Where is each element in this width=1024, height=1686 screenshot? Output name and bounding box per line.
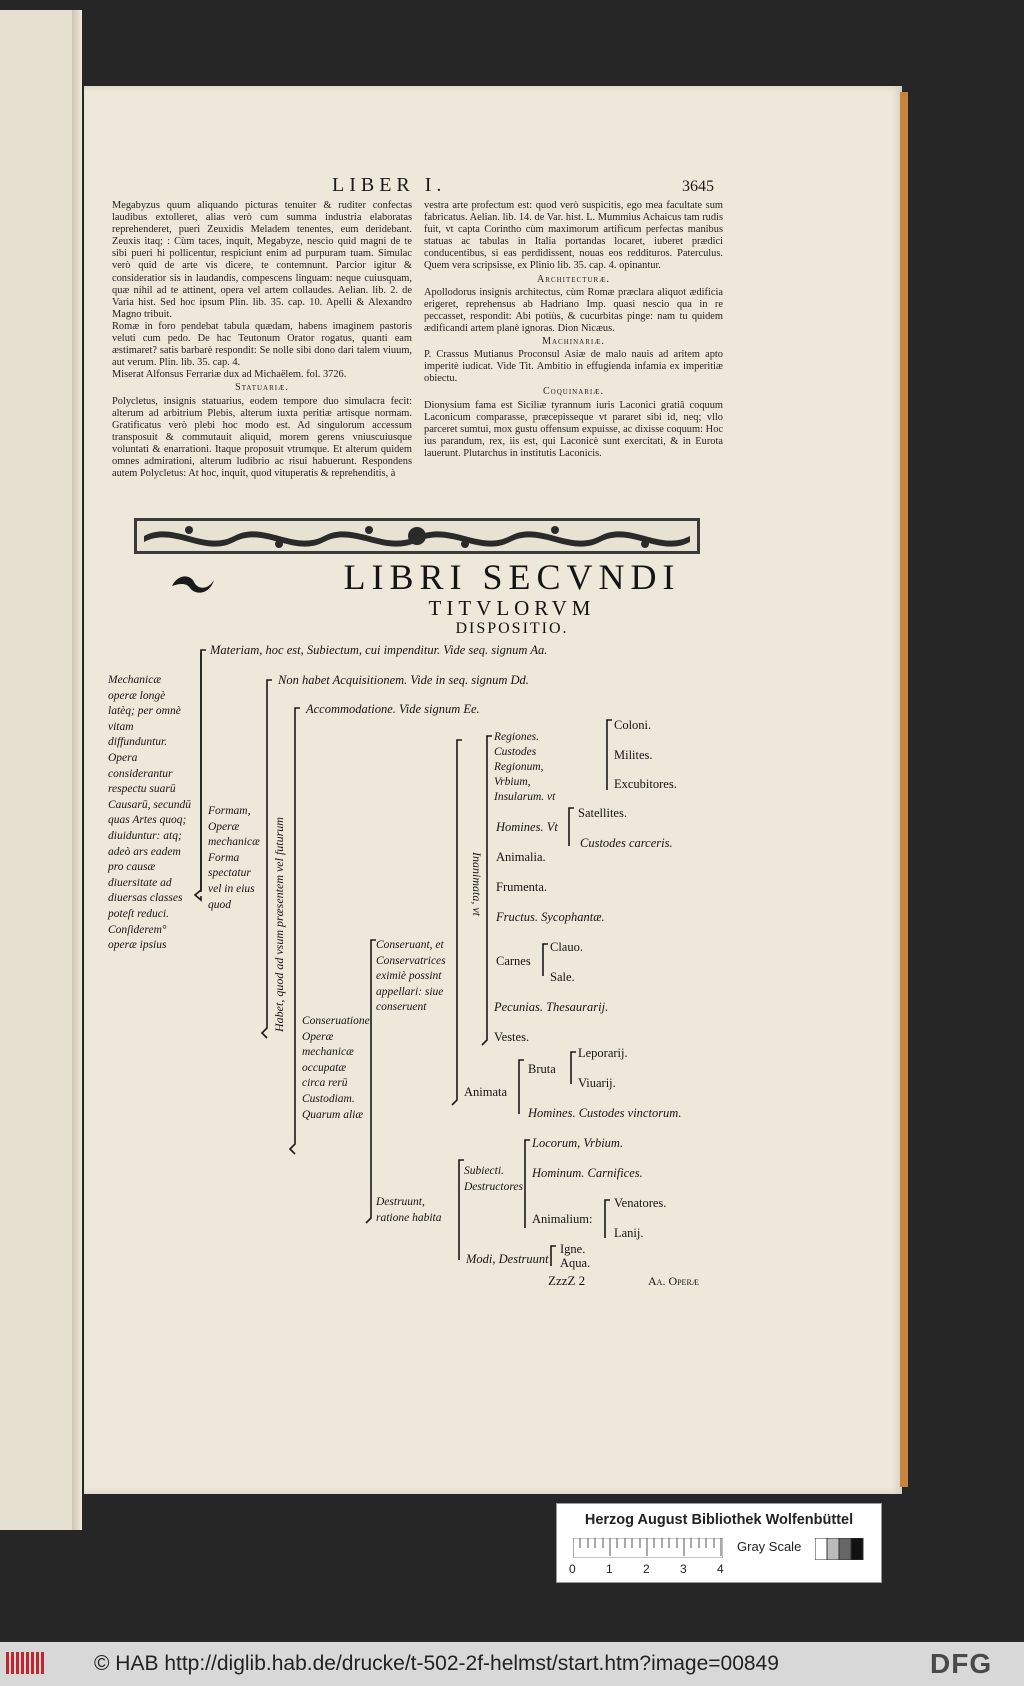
node-venatores: Venatores. xyxy=(614,1196,667,1210)
node-non-habet: Non habet Acquisitionem. Vide in seq. signum Dd. xyxy=(278,673,529,687)
node-formam: Formam, Operæ mechanicæ Forma spectatur vel in eius quod xyxy=(208,805,260,911)
ruler-number: 3 xyxy=(680,1562,687,1576)
page-number: 3645 xyxy=(682,178,714,195)
paragraph-miserat: Miserat Alfonsus Ferrariæ dux ad Michaëlem. fol. 3726. xyxy=(112,369,347,381)
paragraph-crassus: P. Crassus Mutianus Proconsul Asiæ de malo nauis ad aritem apto imperitè iudicat. Vide Tit. Ambitio in effugienda infamia ex imperitiæ obiectu. xyxy=(424,349,723,385)
node-lanij: Lanij. xyxy=(614,1226,644,1240)
node-accommodatione: Accommodatione. Vide signum Ee. xyxy=(306,702,480,716)
node-satellites: Satellites. xyxy=(578,806,627,820)
running-title: LIBER I. xyxy=(332,174,447,196)
library-name: Herzog August Bibliothek Wolfenbüttel xyxy=(584,1512,854,1528)
node-subiecti: Subiecti. Destructores xyxy=(464,1165,523,1193)
catchword: Aa. Operæ xyxy=(648,1274,699,1288)
node-modi: Modi, Destruunt xyxy=(466,1252,549,1266)
node-homines-vt: Homines. Vt xyxy=(496,820,558,834)
node-homines-custodes: Homines. Custodes vinctorum. xyxy=(528,1106,682,1120)
node-hominum: Hominum. Carnifices. xyxy=(532,1166,643,1180)
node-fructus: Fructus. Sycophantæ. xyxy=(496,910,605,924)
node-aqua: Aqua. xyxy=(560,1256,591,1270)
node-coloni: Coloni. xyxy=(614,718,652,732)
dfg-logo: DFG xyxy=(930,1648,993,1679)
node-regiones: Regiones. Custodes Regionum, Vrbium, Insularum. vt xyxy=(494,731,556,803)
node-custodes-carceris: Custodes carceris. xyxy=(580,836,673,850)
node-viuarij: Viuarij. xyxy=(578,1076,616,1090)
paragraph-polycletus: Polycletus, insignis statuarius, eodem tempore duo simulacra fecit: alterum ad arbitrium Plebis, alterum iuxta peritiæ artisque normam. Gratificatus verò plebi hoc modo est. Ad singulorum accessum transposuit & commutauit aliquid, morem gerens vniuscuiusque voluntati & enarrationi. Itaque proposuit vtrumque. Et alterum quidem omnes admirationi, alterum ludibrio ac risui habuerunt. Respondens autem Polycletus: At hoc, inquit, quod vituperatis & reprehenditis, à xyxy=(112,395,412,480)
node-destruunt: Destruunt, ratione habita xyxy=(376,1196,442,1224)
heading-titulorum: TITVLORVM xyxy=(428,596,596,620)
node-igne: Igne. xyxy=(560,1242,586,1256)
paragraph-megabyzus: Megabyzus quum aliquando picturas tenuiter & ruditer confectas laudibus extolleret, alias verò cum summa industria elaboratas reprehenderet, pueri Zeuxidis Meladem tenentes, eum deridebant. Zeuxis itaq; : Cùm taces, inquit, Megabyze, nescio quid magni de te sibi pueri hi pollicentur, respiciunt enim ad purpuram tuam. Simulac verò quid de arte vis dicere, te contemnunt. Parcior igitur & consideratior sis in laudandis, compescens linguam: neque cuiusquam, quæ nihil ad te attinent, opera vel artem collaudes. Aelian. lib. 2. de Varia hist. Sed hoc ipsum Plin. lib. 35. cap. 10. Apelli & Alexandro Magno tribuit. xyxy=(112,200,412,320)
ruler-number: 2 xyxy=(643,1562,650,1576)
ruler-number: 0 xyxy=(569,1562,576,1576)
node-habet: Habet, quod ad vsum præsentem vel futurum xyxy=(272,817,286,1032)
signature-mark: ZzzZ 2 xyxy=(548,1273,586,1288)
footer-bar xyxy=(0,1642,1024,1686)
node-sale: Sale. xyxy=(550,970,575,984)
node-locorum: Locorum, Vrbium. xyxy=(532,1136,624,1150)
tree-root-text: Mechanicæ operæ longè latèq; per omnè vitam diffunduntur. Opera considerantur respectu suarū Causarū, secundū quas Artes quoq; diuiduntur: atq; adeò ars eadem pro causæ diuersitate ad diuersas classes poteſt reduci. Conſiderem° operæ ipsius xyxy=(108,674,192,952)
node-leporarij: Leporarij. xyxy=(578,1046,628,1060)
node-materiam: Materiam, hoc est, Subiectum, cui impenditur. Vide seq. signum Aa. xyxy=(210,643,548,657)
section-heading-machinariae: Machinariæ. xyxy=(542,336,605,348)
node-vestes: Vestes. xyxy=(494,1030,530,1044)
node-animalia: Animalia. xyxy=(496,850,546,864)
node-pecunias: Pecunias. Thesaurarij. xyxy=(494,1000,609,1014)
paragraph-apollodorus: Apollodorus insignis architectus, cùm Romæ præclara aliquot ædificia erigeret, reprehensus ab Hadriano Imp. quasi nescio qua in re peccasset, respondit: Abi potiùs, & cucurbitas pinge: nam tu quidem ædificandi artem planè ignoras. Dion Nicæus. xyxy=(424,286,723,334)
section-heading-architecturae: Architecturæ. xyxy=(537,273,610,285)
ruler-icon xyxy=(573,1538,723,1558)
node-carnes: Carnes xyxy=(496,954,531,968)
heading-libri-secundi: LIBRI SECVNDI xyxy=(343,557,681,597)
gray-scale-card xyxy=(556,1503,882,1583)
ruler-number: 4 xyxy=(717,1562,724,1576)
gray-scale-label: Gray Scale xyxy=(737,1539,802,1554)
heading-dispositio: DISPOSITIO. xyxy=(455,620,569,637)
node-excubitores: Excubitores. xyxy=(614,777,677,791)
gray-swatch-icon xyxy=(815,1538,865,1560)
copyright-url[interactable]: © HAB http://diglib.hab.de/drucke/t-502-2f-helmst/start.htm?image=00849 xyxy=(94,1652,779,1675)
section-heading-statuariae: Statuariæ. xyxy=(235,382,289,394)
node-milites: Milites. xyxy=(614,748,653,762)
node-bruta: Bruta xyxy=(528,1062,556,1076)
node-inanimata: Inanimata, vt xyxy=(470,852,484,916)
section-heading-coquinariae: Coquinariæ. xyxy=(542,386,604,398)
node-conseruant: Conseruant, et Conservatrices eximiè possint appellari: siue conseruent xyxy=(376,939,446,1014)
ruler-number: 1 xyxy=(606,1562,613,1576)
node-animalium: Animalium: xyxy=(532,1212,593,1226)
hab-logo-icon xyxy=(6,1650,44,1676)
node-frumenta: Frumenta. xyxy=(496,880,548,894)
paragraph-romae: Romæ in foro pendebat tabula quædam, habens imaginem pastoris veluti cum pedo. De hac Teutonum Orator rogatus, quanti eam æstimaret? satis barbarè respondit: Se nolle sibi dono dari talem viuum, aut verum. Plin. lib. 35. cap. 4. xyxy=(112,320,412,369)
node-clauo: Clauo. xyxy=(550,940,583,954)
paragraph-mummius: vestra arte profectum est: quod verò suspicitis, ego mea facultate sum fabricatus. Aelian. lib. 14. de Var. hist. L. Mummius Achaicus tam rudis fuit, vt capta Corintho cùm maximorum artificum perfectas manibus statuas ac tabulas in Italia portandas locaret, iuberet prædici conducentibus, si eas perdidissent, nouas eos reddituros. Paterculus. Quem vera scripsisse, ex Plinio lib. 35. cap. 4. opinantur. xyxy=(424,200,723,272)
paragraph-dionysium: Dionysium fama est Siciliæ tyrannum iuris Laconici gratiâ coquum Laconicum comparasse, præcepisseque vt pararet sibi id, neq; vllo parceret sumtui, mox gustu offensum expuisse, ac dixisse coquum: Hoc ius parandum, rex, iis est, qui Laconicè sunt exercitati, & in Eurota lauerunt. Plutarchus in institutis Laconicis. xyxy=(424,399,723,459)
node-conseruatione: Conseruatione. Operæ mechanicæ occupatæ circa rerū Custodiam. Quarum aliæ xyxy=(302,1015,373,1121)
node-animata: Animata xyxy=(464,1085,508,1099)
